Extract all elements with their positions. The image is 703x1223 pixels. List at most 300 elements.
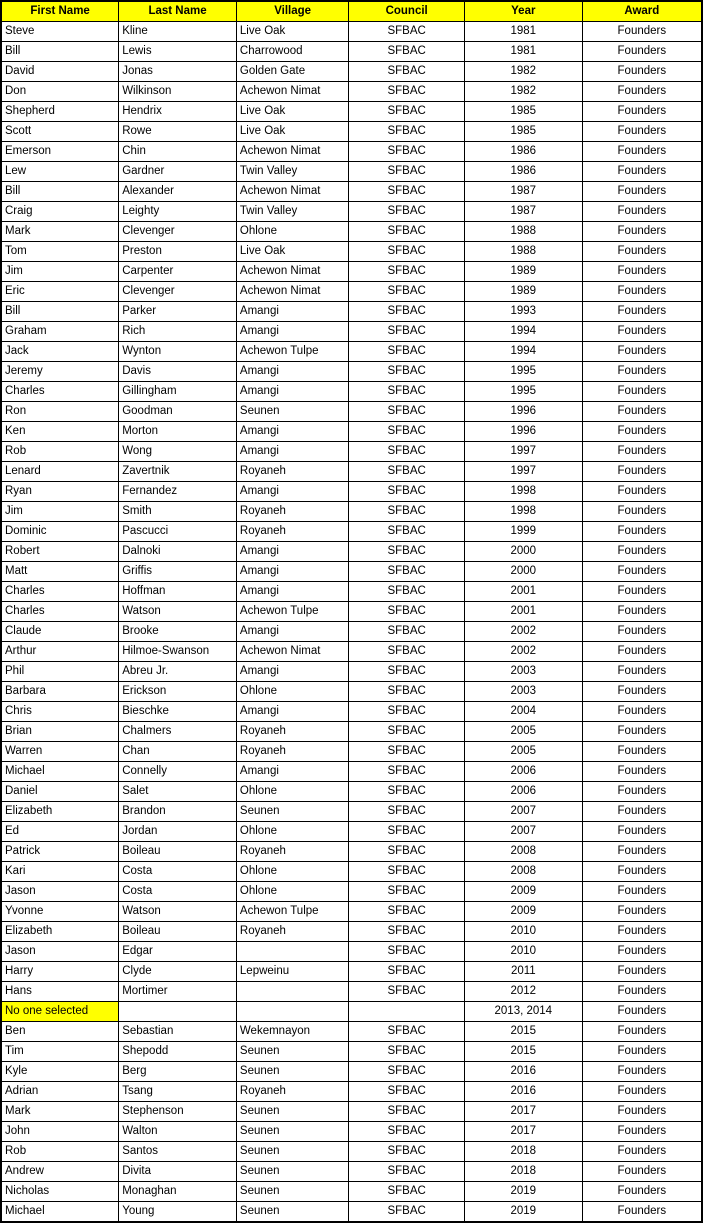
cell-village: Achewon Tulpe [236, 342, 348, 362]
cell-council [349, 1002, 465, 1022]
table-row [1, 502, 702, 522]
cell-council: SFBAC [349, 782, 465, 802]
cell-village: Ohlone [236, 782, 348, 802]
cell-year: 1994 [464, 342, 582, 362]
cell-award: Founders [582, 462, 702, 482]
cell-last-name: Walton [119, 1122, 237, 1142]
cell-last-name: Wilkinson [119, 82, 237, 102]
cell-council: SFBAC [349, 982, 465, 1002]
cell-first-name: Mark [1, 1102, 119, 1122]
cell-first-name: Ben [1, 1022, 119, 1042]
cell-award: Founders [582, 142, 702, 162]
cell-council: SFBAC [349, 422, 465, 442]
cell-year: 1996 [464, 422, 582, 442]
cell-last-name: Clevenger [119, 222, 237, 242]
cell-village: Amangi [236, 662, 348, 682]
cell-council: SFBAC [349, 1162, 465, 1182]
cell-council: SFBAC [349, 1202, 465, 1223]
table-row [1, 402, 702, 422]
cell-village: Royaneh [236, 722, 348, 742]
column-header-award: Award [582, 1, 702, 22]
cell-year: 2002 [464, 642, 582, 662]
cell-first-name: Barbara [1, 682, 119, 702]
cell-year: 2006 [464, 762, 582, 782]
cell-first-name: Jack [1, 342, 119, 362]
cell-village: Live Oak [236, 102, 348, 122]
cell-first-name: Charles [1, 382, 119, 402]
cell-first-name: Nicholas [1, 1182, 119, 1202]
cell-last-name: Berg [119, 1062, 237, 1082]
cell-village: Lepweinu [236, 962, 348, 982]
cell-award: Founders [582, 1002, 702, 1022]
cell-last-name: Goodman [119, 402, 237, 422]
cell-year: 2019 [464, 1202, 582, 1223]
cell-council: SFBAC [349, 142, 465, 162]
cell-first-name: Ed [1, 822, 119, 842]
cell-last-name: Young [119, 1202, 237, 1223]
cell-year: 2003 [464, 662, 582, 682]
cell-award: Founders [582, 942, 702, 962]
table-row [1, 1022, 702, 1042]
cell-village: Royaneh [236, 842, 348, 862]
cell-award: Founders [582, 322, 702, 342]
cell-village: Achewon Nimat [236, 642, 348, 662]
cell-village: Wekemnayon [236, 1022, 348, 1042]
cell-last-name: Hendrix [119, 102, 237, 122]
table-body [1, 22, 702, 1223]
cell-last-name: Lewis [119, 42, 237, 62]
cell-village: Royaneh [236, 502, 348, 522]
cell-first-name: Bill [1, 182, 119, 202]
cell-first-name: Andrew [1, 1162, 119, 1182]
column-header-village: Village [236, 1, 348, 22]
cell-council: SFBAC [349, 62, 465, 82]
cell-village: Amangi [236, 482, 348, 502]
cell-first-name: Mark [1, 222, 119, 242]
cell-council: SFBAC [349, 222, 465, 242]
cell-village: Twin Valley [236, 202, 348, 222]
cell-year: 2001 [464, 602, 582, 622]
cell-year: 2007 [464, 822, 582, 842]
cell-year: 1999 [464, 522, 582, 542]
cell-council: SFBAC [349, 862, 465, 882]
table-row [1, 562, 702, 582]
table-row [1, 282, 702, 302]
cell-council: SFBAC [349, 962, 465, 982]
cell-council: SFBAC [349, 822, 465, 842]
cell-first-name: Eric [1, 282, 119, 302]
cell-village: Ohlone [236, 222, 348, 242]
cell-council: SFBAC [349, 522, 465, 542]
cell-year: 2019 [464, 1182, 582, 1202]
cell-council: SFBAC [349, 642, 465, 662]
cell-last-name: Costa [119, 882, 237, 902]
cell-last-name: Zavertnik [119, 462, 237, 482]
cell-village: Seunen [236, 1182, 348, 1202]
cell-first-name: Elizabeth [1, 922, 119, 942]
cell-year: 2009 [464, 882, 582, 902]
cell-first-name: Shepherd [1, 102, 119, 122]
table-row [1, 42, 702, 62]
cell-last-name [119, 1002, 237, 1022]
cell-first-name: Rob [1, 442, 119, 462]
cell-award: Founders [582, 202, 702, 222]
cell-last-name: Jordan [119, 822, 237, 842]
cell-council: SFBAC [349, 42, 465, 62]
cell-first-name: Adrian [1, 1082, 119, 1102]
cell-last-name: Gillingham [119, 382, 237, 402]
cell-village: Amangi [236, 582, 348, 602]
cell-last-name: Sebastian [119, 1022, 237, 1042]
cell-last-name: Jonas [119, 62, 237, 82]
cell-village [236, 942, 348, 962]
table-row [1, 782, 702, 802]
cell-year: 2018 [464, 1142, 582, 1162]
cell-year: 1987 [464, 182, 582, 202]
cell-last-name: Chin [119, 142, 237, 162]
cell-year: 2016 [464, 1062, 582, 1082]
cell-last-name: Leighty [119, 202, 237, 222]
cell-first-name: Yvonne [1, 902, 119, 922]
cell-year: 2010 [464, 942, 582, 962]
table-row [1, 122, 702, 142]
cell-first-name: Jason [1, 942, 119, 962]
cell-year: 2006 [464, 782, 582, 802]
cell-council: SFBAC [349, 242, 465, 262]
table-row [1, 102, 702, 122]
cell-village [236, 982, 348, 1002]
cell-year: 1993 [464, 302, 582, 322]
cell-first-name: Charles [1, 582, 119, 602]
cell-last-name: Tsang [119, 1082, 237, 1102]
cell-village: Seunen [236, 1062, 348, 1082]
cell-year: 1998 [464, 482, 582, 502]
cell-award: Founders [582, 362, 702, 382]
cell-award: Founders [582, 1102, 702, 1122]
cell-year: 2011 [464, 962, 582, 982]
cell-last-name: Mortimer [119, 982, 237, 1002]
table-row [1, 202, 702, 222]
cell-year: 1982 [464, 82, 582, 102]
cell-village: Live Oak [236, 242, 348, 262]
cell-year: 1985 [464, 122, 582, 142]
table-row [1, 1062, 702, 1082]
table-row [1, 882, 702, 902]
cell-first-name: Ryan [1, 482, 119, 502]
cell-council: SFBAC [349, 722, 465, 742]
cell-year: 2013, 2014 [464, 1002, 582, 1022]
cell-award: Founders [582, 22, 702, 42]
cell-year: 2005 [464, 722, 582, 742]
cell-council: SFBAC [349, 582, 465, 602]
cell-year: 1981 [464, 22, 582, 42]
cell-year: 2018 [464, 1162, 582, 1182]
table-row [1, 1202, 702, 1223]
cell-council: SFBAC [349, 882, 465, 902]
cell-first-name: Warren [1, 742, 119, 762]
cell-first-name: Jim [1, 502, 119, 522]
cell-last-name: Santos [119, 1142, 237, 1162]
table-row [1, 242, 702, 262]
cell-award: Founders [582, 622, 702, 642]
cell-village: Twin Valley [236, 162, 348, 182]
cell-council: SFBAC [349, 842, 465, 862]
cell-year: 2002 [464, 622, 582, 642]
table-row [1, 522, 702, 542]
cell-award: Founders [582, 982, 702, 1002]
cell-last-name: Carpenter [119, 262, 237, 282]
cell-first-name: Hans [1, 982, 119, 1002]
cell-year: 2015 [464, 1042, 582, 1062]
cell-award: Founders [582, 802, 702, 822]
cell-last-name: Brooke [119, 622, 237, 642]
table-row [1, 222, 702, 242]
cell-award: Founders [582, 302, 702, 322]
table-row [1, 62, 702, 82]
cell-last-name: Alexander [119, 182, 237, 202]
cell-village: Seunen [236, 802, 348, 822]
cell-first-name: Patrick [1, 842, 119, 862]
cell-first-name: Craig [1, 202, 119, 222]
cell-award: Founders [582, 42, 702, 62]
cell-village: Ohlone [236, 682, 348, 702]
cell-award: Founders [582, 662, 702, 682]
cell-village: Seunen [236, 1202, 348, 1223]
cell-last-name: Costa [119, 862, 237, 882]
cell-award: Founders [582, 902, 702, 922]
table-row [1, 1102, 702, 1122]
table-row [1, 1142, 702, 1162]
cell-award: Founders [582, 1082, 702, 1102]
cell-year: 2016 [464, 1082, 582, 1102]
cell-award: Founders [582, 1122, 702, 1142]
cell-year: 2010 [464, 922, 582, 942]
cell-last-name: Abreu Jr. [119, 662, 237, 682]
cell-council: SFBAC [349, 762, 465, 782]
table-row [1, 182, 702, 202]
cell-village: Royaneh [236, 462, 348, 482]
cell-village: Charrowood [236, 42, 348, 62]
cell-year: 2005 [464, 742, 582, 762]
cell-first-name: Bill [1, 42, 119, 62]
cell-last-name: Wynton [119, 342, 237, 362]
table-row [1, 1002, 702, 1022]
cell-award: Founders [582, 782, 702, 802]
cell-year: 1997 [464, 442, 582, 462]
cell-council: SFBAC [349, 662, 465, 682]
cell-award: Founders [582, 122, 702, 142]
cell-last-name: Fernandez [119, 482, 237, 502]
cell-year: 1987 [464, 202, 582, 222]
cell-year: 2015 [464, 1022, 582, 1042]
cell-village: Amangi [236, 702, 348, 722]
cell-first-name: Emerson [1, 142, 119, 162]
cell-first-name: No one selected [1, 1002, 119, 1022]
cell-award: Founders [582, 822, 702, 842]
cell-first-name: Ken [1, 422, 119, 442]
cell-council: SFBAC [349, 382, 465, 402]
cell-last-name: Wong [119, 442, 237, 462]
cell-council: SFBAC [349, 1062, 465, 1082]
table-row [1, 442, 702, 462]
cell-village: Amangi [236, 442, 348, 462]
cell-council: SFBAC [349, 122, 465, 142]
cell-year: 2004 [464, 702, 582, 722]
cell-year: 2017 [464, 1102, 582, 1122]
cell-village: Achewon Nimat [236, 262, 348, 282]
cell-first-name: Kari [1, 862, 119, 882]
cell-last-name: Watson [119, 602, 237, 622]
column-header-council: Council [349, 1, 465, 22]
cell-council: SFBAC [349, 502, 465, 522]
table-row [1, 942, 702, 962]
cell-first-name: Tom [1, 242, 119, 262]
cell-year: 1985 [464, 102, 582, 122]
table-row [1, 322, 702, 342]
table-row [1, 462, 702, 482]
cell-award: Founders [582, 262, 702, 282]
cell-first-name: Scott [1, 122, 119, 142]
cell-last-name: Monaghan [119, 1182, 237, 1202]
cell-council: SFBAC [349, 922, 465, 942]
table-row [1, 722, 702, 742]
cell-council: SFBAC [349, 362, 465, 382]
cell-council: SFBAC [349, 102, 465, 122]
cell-council: SFBAC [349, 342, 465, 362]
cell-council: SFBAC [349, 682, 465, 702]
cell-village: Royaneh [236, 922, 348, 942]
cell-first-name: Steve [1, 22, 119, 42]
cell-council: SFBAC [349, 322, 465, 342]
cell-award: Founders [582, 482, 702, 502]
cell-year: 2007 [464, 802, 582, 822]
cell-village: Achewon Nimat [236, 282, 348, 302]
cell-award: Founders [582, 1182, 702, 1202]
cell-award: Founders [582, 502, 702, 522]
cell-council: SFBAC [349, 802, 465, 822]
cell-village: Amangi [236, 542, 348, 562]
cell-last-name: Morton [119, 422, 237, 442]
cell-award: Founders [582, 382, 702, 402]
table-row [1, 922, 702, 942]
cell-village: Ohlone [236, 822, 348, 842]
cell-council: SFBAC [349, 1082, 465, 1102]
cell-council: SFBAC [349, 742, 465, 762]
cell-village: Amangi [236, 362, 348, 382]
cell-council: SFBAC [349, 1122, 465, 1142]
table-row [1, 362, 702, 382]
cell-village: Amangi [236, 422, 348, 442]
cell-last-name: Hoffman [119, 582, 237, 602]
cell-award: Founders [582, 842, 702, 862]
cell-award: Founders [582, 342, 702, 362]
cell-council: SFBAC [349, 302, 465, 322]
table-row [1, 82, 702, 102]
cell-award: Founders [582, 882, 702, 902]
cell-award: Founders [582, 82, 702, 102]
cell-award: Founders [582, 762, 702, 782]
cell-award: Founders [582, 422, 702, 442]
cell-year: 1998 [464, 502, 582, 522]
cell-council: SFBAC [349, 262, 465, 282]
cell-award: Founders [582, 542, 702, 562]
table-row [1, 822, 702, 842]
cell-council: SFBAC [349, 482, 465, 502]
cell-last-name: Divita [119, 1162, 237, 1182]
cell-last-name: Erickson [119, 682, 237, 702]
cell-village: Amangi [236, 562, 348, 582]
table-row [1, 842, 702, 862]
cell-year: 1981 [464, 42, 582, 62]
cell-last-name: Chalmers [119, 722, 237, 742]
cell-council: SFBAC [349, 602, 465, 622]
cell-award: Founders [582, 1142, 702, 1162]
cell-year: 2009 [464, 902, 582, 922]
cell-first-name: Michael [1, 762, 119, 782]
cell-council: SFBAC [349, 22, 465, 42]
table-row [1, 582, 702, 602]
cell-award: Founders [582, 602, 702, 622]
cell-council: SFBAC [349, 442, 465, 462]
cell-village: Royaneh [236, 522, 348, 542]
cell-village: Ohlone [236, 862, 348, 882]
cell-council: SFBAC [349, 562, 465, 582]
cell-first-name: Harry [1, 962, 119, 982]
cell-award: Founders [582, 402, 702, 422]
cell-first-name: Graham [1, 322, 119, 342]
cell-village: Live Oak [236, 122, 348, 142]
cell-award: Founders [582, 62, 702, 82]
cell-award: Founders [582, 742, 702, 762]
cell-council: SFBAC [349, 282, 465, 302]
cell-last-name: Preston [119, 242, 237, 262]
cell-award: Founders [582, 522, 702, 542]
cell-last-name: Shepodd [119, 1042, 237, 1062]
cell-year: 1996 [464, 402, 582, 422]
cell-village: Royaneh [236, 742, 348, 762]
cell-last-name: Dalnoki [119, 542, 237, 562]
cell-year: 1986 [464, 162, 582, 182]
cell-council: SFBAC [349, 462, 465, 482]
cell-last-name: Bieschke [119, 702, 237, 722]
cell-first-name: Brian [1, 722, 119, 742]
cell-council: SFBAC [349, 1042, 465, 1062]
cell-village: Seunen [236, 402, 348, 422]
cell-last-name: Brandon [119, 802, 237, 822]
cell-award: Founders [582, 1062, 702, 1082]
cell-last-name: Clevenger [119, 282, 237, 302]
cell-year: 1988 [464, 222, 582, 242]
table-row [1, 862, 702, 882]
cell-last-name: Stephenson [119, 1102, 237, 1122]
cell-first-name: John [1, 1122, 119, 1142]
column-header-last-name: Last Name [119, 1, 237, 22]
header-row [1, 1, 702, 22]
cell-village: Achewon Tulpe [236, 602, 348, 622]
cell-village: Achewon Nimat [236, 182, 348, 202]
cell-last-name: Rich [119, 322, 237, 342]
cell-first-name: Arthur [1, 642, 119, 662]
cell-award: Founders [582, 182, 702, 202]
cell-first-name: Tim [1, 1042, 119, 1062]
table-row [1, 602, 702, 622]
cell-last-name: Edgar [119, 942, 237, 962]
table-row [1, 162, 702, 182]
table-row [1, 382, 702, 402]
cell-village: Amangi [236, 322, 348, 342]
cell-first-name: Don [1, 82, 119, 102]
table-row [1, 422, 702, 442]
